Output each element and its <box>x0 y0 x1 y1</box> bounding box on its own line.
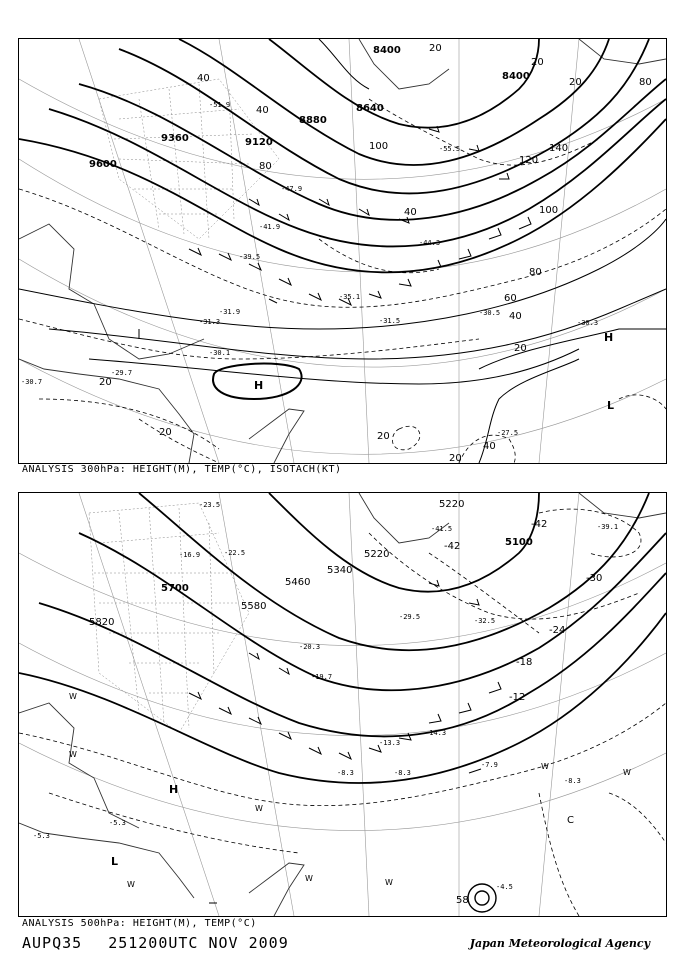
caption-500hpa: ANALYSIS 500hPa: HEIGHT(M), TEMP(°C) <box>22 918 257 929</box>
pressure-centers <box>111 783 574 868</box>
temp-label: -14.3 <box>425 729 447 737</box>
height-label: 8880 <box>299 115 327 126</box>
pressure-centers <box>254 331 614 412</box>
temp-label: -23.5 <box>199 501 221 509</box>
height-label: 9360 <box>161 133 189 144</box>
typhoon-label: 58 <box>456 895 469 906</box>
high-center-east: H <box>604 331 614 344</box>
chart-code: AUPQ35 <box>22 934 83 952</box>
caption-300hpa: ANALYSIS 300hPa: HEIGHT(M), TEMP(°C), ISOTACH(KT) <box>22 464 342 475</box>
isotach-label: 80 <box>639 77 652 88</box>
low-center-southwest: L <box>111 855 119 868</box>
temp-label: -5.3 <box>109 819 126 827</box>
typhoon-symbol <box>468 884 496 912</box>
isotherm-label: -30 <box>586 573 603 584</box>
temp-label: -51.9 <box>209 101 231 109</box>
isotach-label: 20 <box>449 453 462 463</box>
temp-label: -41.5 <box>431 525 453 533</box>
temp-label: -44.3 <box>419 239 441 247</box>
height-label: 8400 <box>502 71 530 82</box>
isotach-label: 40 <box>483 441 496 452</box>
warm-centers <box>69 692 631 889</box>
high-center-south: H <box>254 379 264 392</box>
temp-label: -55.5 <box>439 145 461 153</box>
map-500hpa <box>19 493 666 916</box>
temp-label: -8.3 <box>394 769 411 777</box>
temp-label: -7.9 <box>481 761 498 769</box>
analysis-500hpa-panel <box>18 492 667 917</box>
jet-core-hatching <box>99 79 279 239</box>
temp-label: -41.9 <box>259 223 281 231</box>
height-contours <box>19 493 666 783</box>
isotach-label: 80 <box>259 161 272 172</box>
isotach-label: 20 <box>531 57 544 68</box>
warm-center-4: W <box>127 880 135 889</box>
isotherm-label: -12 <box>509 692 526 703</box>
high-center-west: H <box>169 783 179 796</box>
height-label: 5460 <box>285 577 311 588</box>
valid-time: 251200UTC NOV 2009 <box>108 934 289 952</box>
isotach-label: 20 <box>159 427 172 438</box>
warm-center-5: W <box>305 874 313 883</box>
isotach-label: 20 <box>99 377 112 388</box>
temp-label: -35.1 <box>339 293 361 301</box>
isotach-label: 40 <box>256 105 269 116</box>
isotach-label: 20 <box>429 43 442 54</box>
temp-label: -8.3 <box>337 769 354 777</box>
coastlines <box>19 39 666 463</box>
height-label: 8400 <box>373 45 401 56</box>
temp-label: -47.9 <box>281 185 303 193</box>
isotach-label: 40 <box>404 207 417 218</box>
warm-center-3: W <box>255 804 263 813</box>
temp-label: -30.7 <box>21 378 43 386</box>
agency-name: Japan Meteorological Agency <box>469 937 650 950</box>
height-label: 8640 <box>356 103 384 114</box>
isotach-label: 140 <box>549 143 569 154</box>
height-contours <box>19 39 666 272</box>
isotach-label: 80 <box>529 267 542 278</box>
isotach-label: 40 <box>509 311 522 322</box>
wind-barbs <box>189 580 501 903</box>
warm-center-8: W <box>623 768 631 777</box>
isotherm-label: -18 <box>516 657 533 668</box>
warm-center-7: W <box>541 762 549 771</box>
temp-label: -31.3 <box>199 318 221 326</box>
temp-label: -39.5 <box>239 253 261 261</box>
height-label: 5220 <box>364 549 390 560</box>
cold-center-east: C <box>567 815 574 826</box>
height-labels <box>89 499 533 628</box>
map-300hpa <box>19 39 666 463</box>
isotach-label: 20 <box>377 431 390 442</box>
isotherms <box>19 99 666 463</box>
isotherm-label: -24 <box>549 625 566 636</box>
temp-label: -8.3 <box>564 777 581 785</box>
height-label: 5100 <box>505 537 533 548</box>
warm-center-6: W <box>385 878 393 887</box>
analysis-300hpa-panel <box>18 38 667 464</box>
temp-label: -32.5 <box>474 617 496 625</box>
temp-label: -31.5 <box>379 317 401 325</box>
isotach-label: 20 <box>514 343 527 354</box>
isotherm-label: -42 <box>531 519 548 530</box>
low-center-east: L <box>607 399 615 412</box>
isotach-label: 100 <box>369 141 389 152</box>
temp-label: -22.5 <box>224 549 246 557</box>
temp-label: -30.5 <box>479 309 501 317</box>
isotach-label: 120 <box>519 155 539 166</box>
graticule <box>19 39 666 463</box>
height-label: 5340 <box>327 565 353 576</box>
temperature-labels <box>33 501 618 891</box>
isotachs <box>19 39 666 463</box>
temp-label: -19.7 <box>311 673 333 681</box>
height-label: 5580 <box>241 601 267 612</box>
isotach-label: 60 <box>504 293 517 304</box>
height-label: 5820 <box>89 617 115 628</box>
isotach-label: 20 <box>569 77 582 88</box>
height-label: 9600 <box>89 159 117 170</box>
temp-label: -27.5 <box>497 429 519 437</box>
isotherm-label: -42 <box>444 541 461 552</box>
temp-label: -16.9 <box>179 551 201 559</box>
temp-label: -30.3 <box>577 319 599 327</box>
temp-label: -4.5 <box>496 883 513 891</box>
height-label: 5700 <box>161 583 189 594</box>
warm-center-1: W <box>69 692 77 701</box>
temp-label: -39.1 <box>597 523 619 531</box>
chart-identifier <box>22 934 289 952</box>
temp-label: -30.1 <box>209 349 231 357</box>
height-label: 5220 <box>439 499 465 510</box>
temp-label: -5.3 <box>33 832 50 840</box>
isotach-label: 40 <box>197 73 210 84</box>
temp-label: -20.3 <box>299 643 321 651</box>
warm-center-2: W <box>69 750 77 759</box>
height-label: 9120 <box>245 137 273 148</box>
temp-label: -31.9 <box>219 308 241 316</box>
temp-label: -13.3 <box>379 739 401 747</box>
temp-label: -29.7 <box>111 369 133 377</box>
temp-label: -29.5 <box>399 613 421 621</box>
isotach-label: 100 <box>539 205 559 216</box>
